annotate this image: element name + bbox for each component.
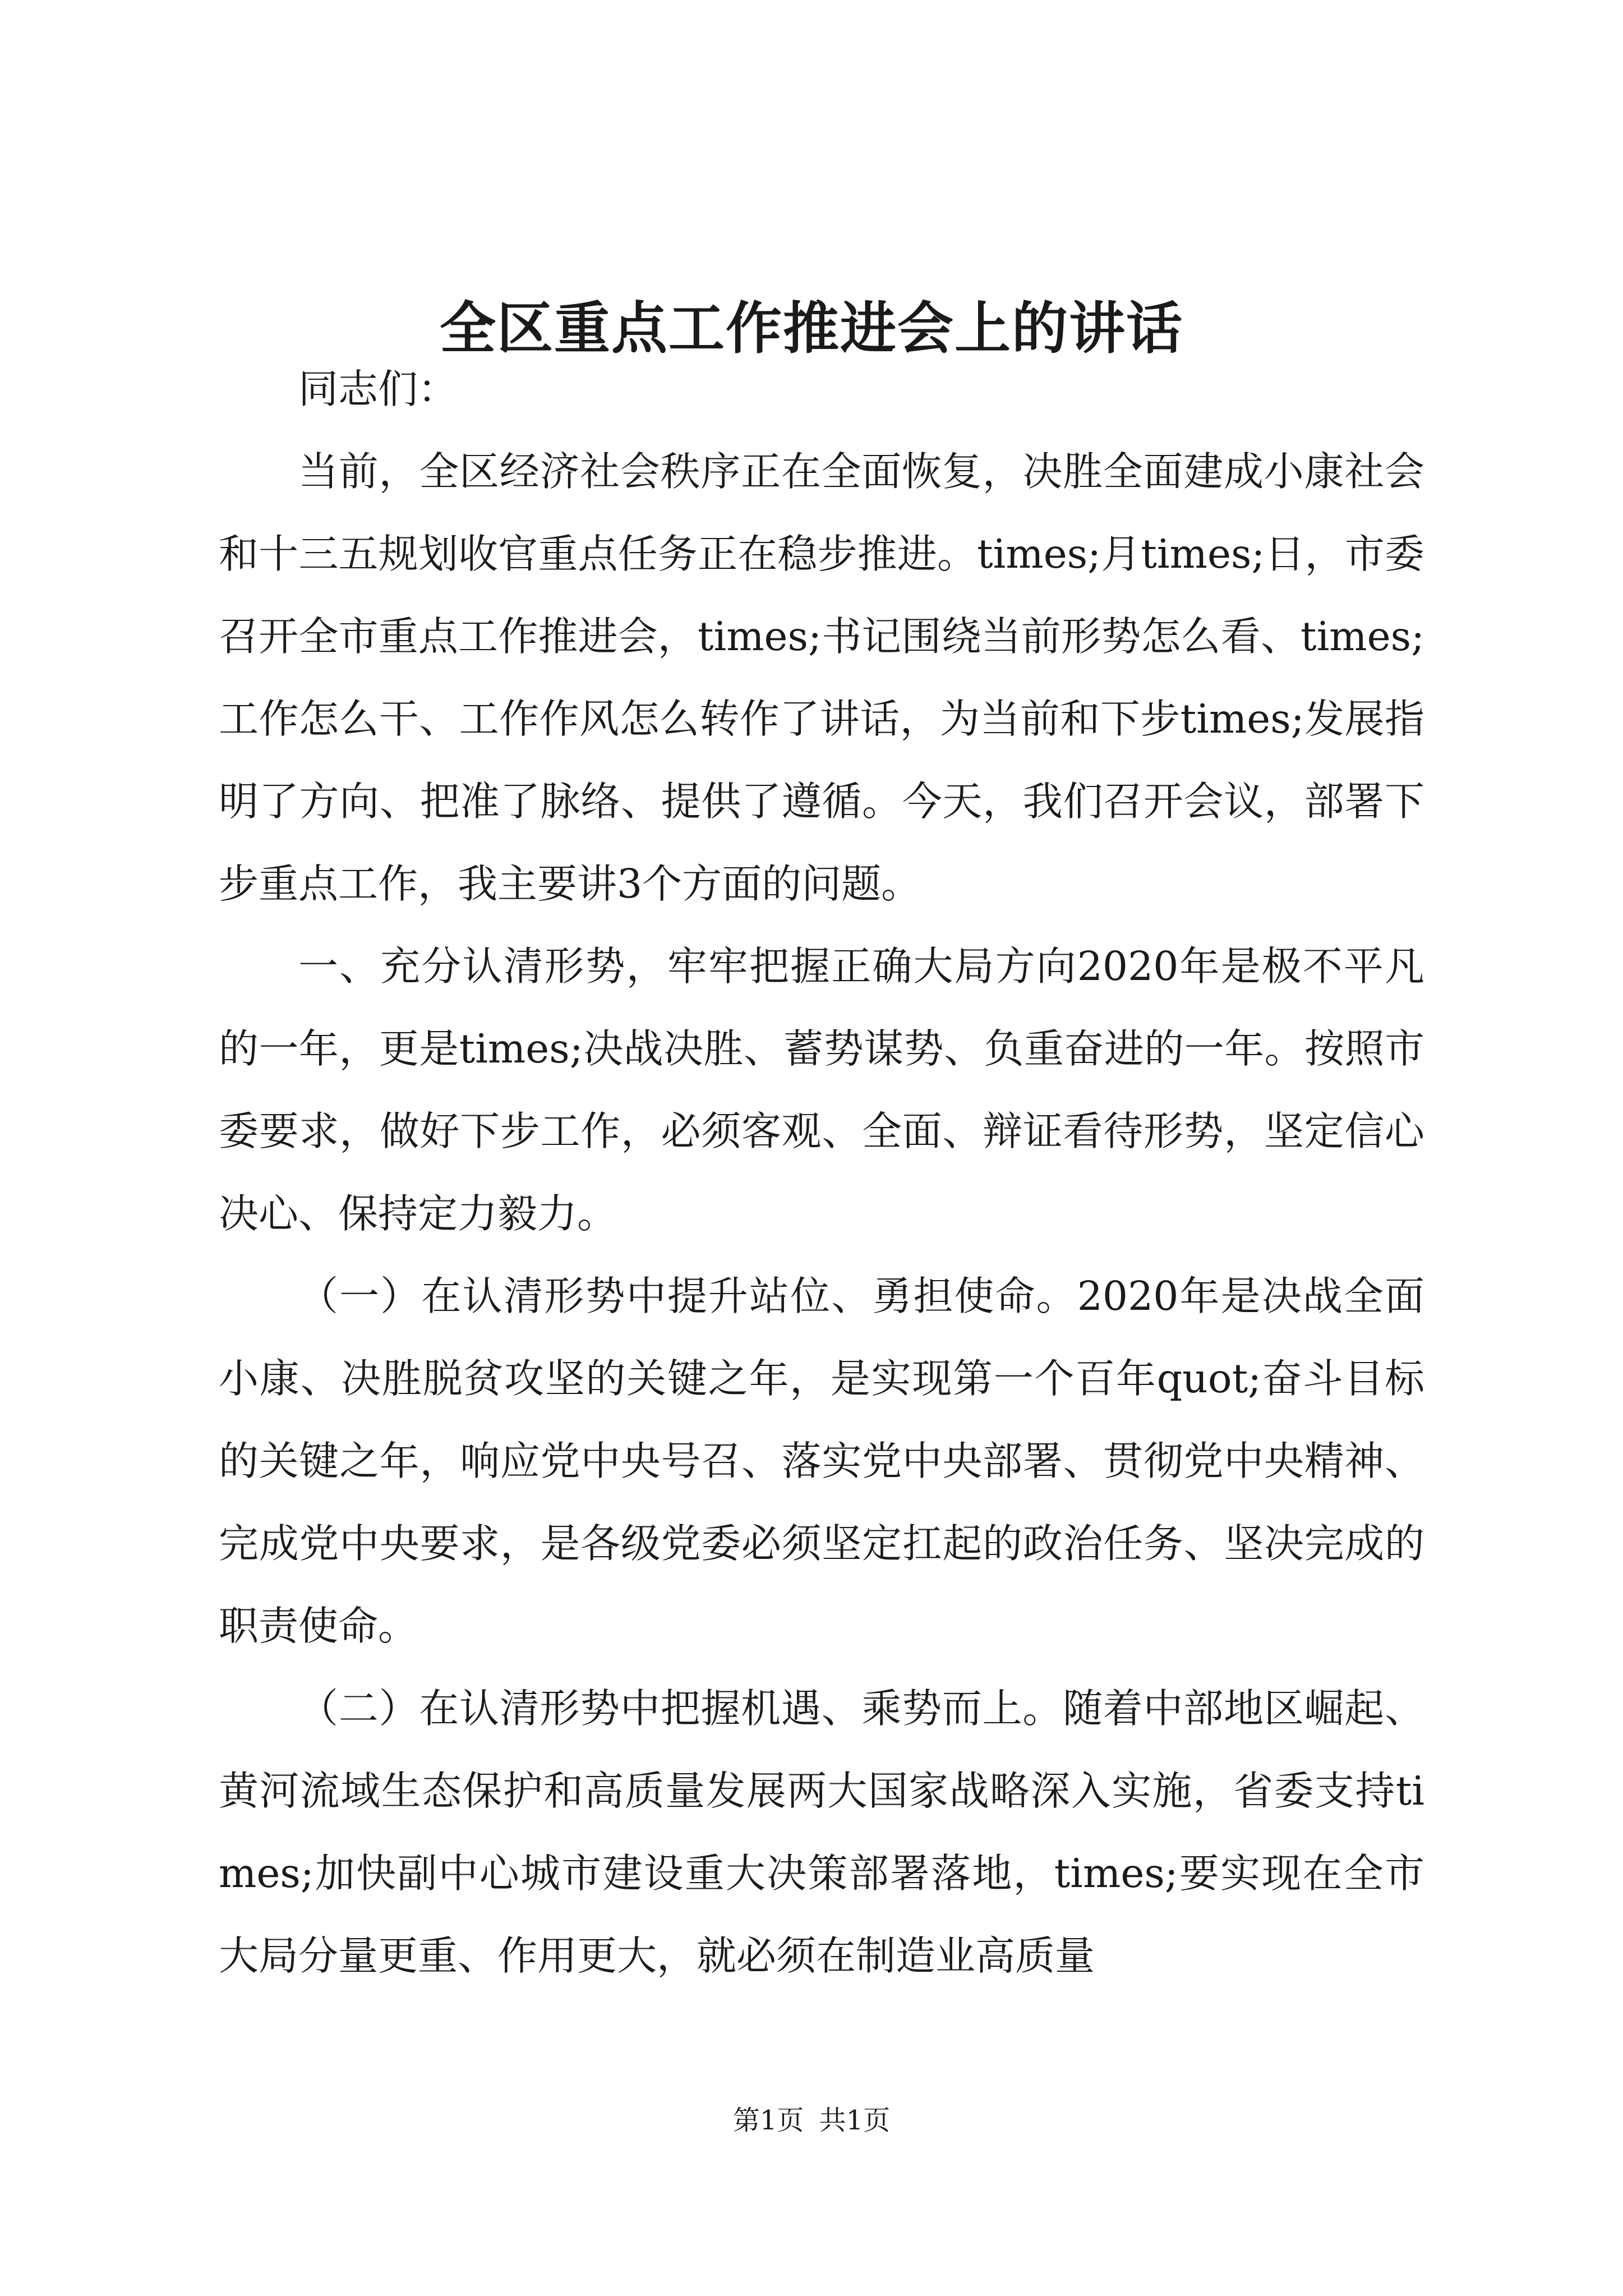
document-body xyxy=(219,348,1424,1997)
document-title: 全区重点工作推进会上的讲话 xyxy=(440,295,1183,361)
salutation-paragraph: 同志们： xyxy=(298,366,458,412)
body-paragraph: （二）在认清形势中把握机遇、乘势而上。随着中部地区崛起、黄河流域生态保护和高质量发展两大国家战略深入实施，省委支持times;加快副中心城市建设重大决策部署落地，times;要实现在全市大局分量更重、作用更大，就必须在制造业高质量 xyxy=(219,1685,1424,1979)
page-total: 共1页 xyxy=(819,2105,891,2136)
body-paragraph: 当前，全区经济社会秩序正在全面恢复，决胜全面建成小康社会和十三五规划收官重点任务正在稳步推进。times;月times;日，市委召开全市重点工作推进会，times;书记围绕当前形势怎么看、times;工作怎么干、工作作风怎么转作了讲话，为当前和下步times;发展指明了方向、把准了脉络、提供了遵循。今天，我们召开会议，部署下步重点工作，我主要讲3个方面的问题。 xyxy=(219,448,1424,907)
body-paragraph: （一）在认清形势中提升站位、勇担使命。2020年是决战全面小康、决胜脱贫攻坚的关键之年，是实现第一个百年quot;奋斗目标的关键之年，响应党中央号召、落实党中央部署、贯彻党中央精神、完成党中央要求，是各级党委必须坚定扛起的政治任务、坚决完成的职责使命。 xyxy=(219,1273,1424,1649)
page-footer xyxy=(0,2101,1623,2140)
body-paragraph: 一、充分认清形势，牢牢把握正确大局方向2020年是极不平凡的一年，更是times;决战决胜、蓄势谋势、负重奋进的一年。按照市委要求，做好下步工作，必须客观、全面、辩证看待形势，坚定信心决心、保持定力毅力。 xyxy=(219,943,1424,1237)
page-number: 第1页 xyxy=(732,2105,804,2136)
